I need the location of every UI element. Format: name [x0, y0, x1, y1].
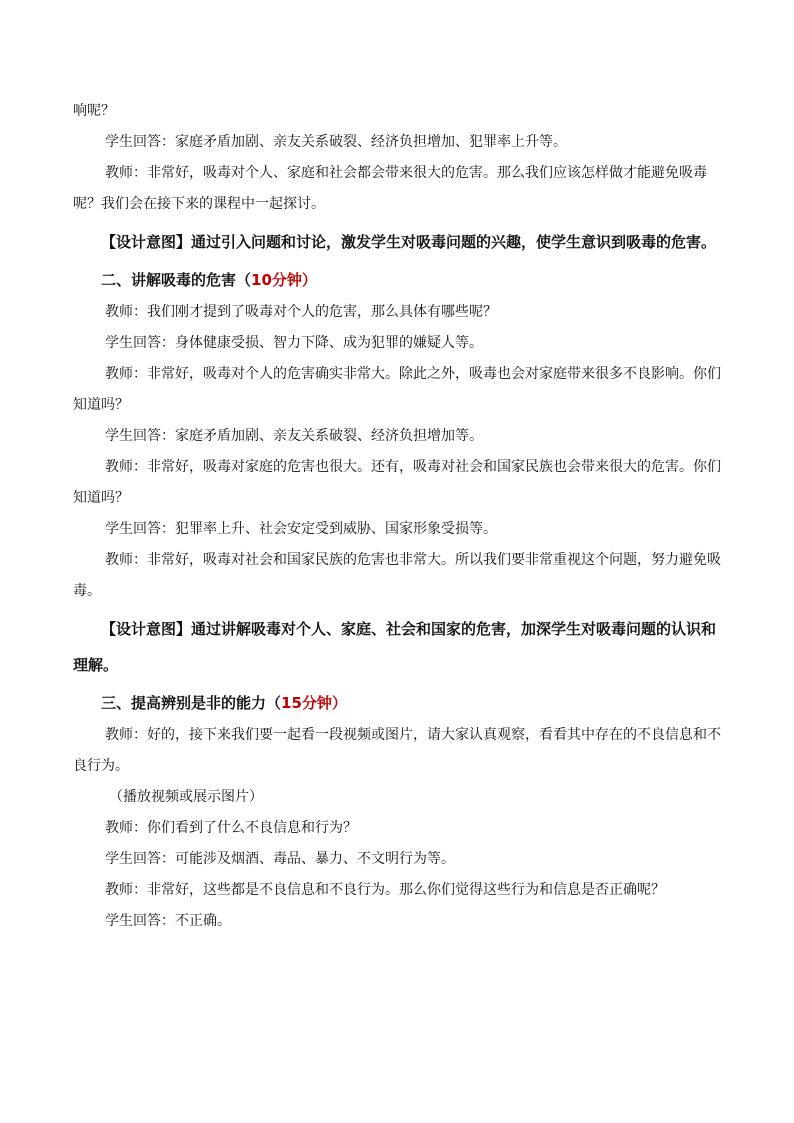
- dialogue-line: 教师：非常好，吸毒对社会和国家民族的危害也非常大。所以我们要非常重视这个问题，努力避免吸毒。: [73, 552, 721, 599]
- section-2-title: 二、讲解吸毒的危害（: [101, 271, 252, 289]
- dialogue-line: 学生回答：身体健康受损、智力下降、成为犯罪的嫌疑人等。: [105, 335, 483, 351]
- section-heading-3: [73, 687, 723, 720]
- section-heading-2: [73, 264, 723, 297]
- dialogue-line: 教师：好的，接下来我们要一起看一段视频或图片，请大家认真观察，看看其中存在的不良信息和不良行为。: [73, 727, 721, 774]
- dialogue-line-p1: 响呢？: [73, 103, 115, 119]
- dialogue-line: 学生回答：犯罪率上升、社会安定受到威胁、国家形象受损等。: [105, 521, 497, 537]
- dialogue-line: 教师：非常好，吸毒对家庭的危害也很大。还有，吸毒对社会和国家民族也会带来很大的危害。你们知道吗？: [73, 459, 721, 506]
- dialogue-line: 教师：我们刚才提到了吸毒对个人的危害，那么具体有哪些呢？: [105, 304, 497, 320]
- dialogue-line: 学生回答：家庭矛盾加剧、亲友关系破裂、经济负担增加等。: [105, 428, 483, 444]
- stage-direction: （播放视频或展示图片）: [109, 789, 263, 805]
- dialogue-line: 学生回答：可能涉及烟酒、毒品、暴力、不文明行为等。: [105, 851, 455, 867]
- dialogue-line-p2: 学生回答：家庭矛盾加剧、亲友关系破裂、经济负担增加、犯罪率上升等。: [105, 134, 567, 150]
- dialogue-line: 教师：非常好，吸毒对个人的危害确实非常大。除此之外，吸毒也会对家庭带来很多不良影响。你们知道吗？: [73, 366, 721, 413]
- section-3-title: 三、提高辨别是非的能力（: [101, 694, 282, 712]
- design-intent-2: 【设计意图】通过讲解吸毒对个人、家庭、社会和国家的危害，加深学生对吸毒问题的认识和理解。: [73, 620, 717, 674]
- section-2-duration: 10分钟: [251, 271, 302, 289]
- section-3-duration: 15分钟: [281, 694, 332, 712]
- dialogue-line: 教师：非常好，这些都是不良信息和不良行为。那么你们觉得这些行为和信息是否正确呢？: [105, 882, 665, 898]
- section-2-close: ）: [301, 271, 317, 289]
- dialogue-line: 教师：你们看到了什么不良信息和行为？: [105, 820, 357, 836]
- section-3-close: ）: [331, 694, 347, 712]
- dialogue-line-p3: 教师：非常好，吸毒对个人、家庭和社会都会带来很大的危害。那么我们应该怎样做才能避免吸毒呢？我们会在接下来的课程中一起探讨。: [73, 165, 707, 212]
- dialogue-line: 学生回答：不正确。: [105, 913, 231, 929]
- design-intent-1: 【设计意图】通过引入问题和讨论，激发学生对吸毒问题的兴趣，使学生意识到吸毒的危害。: [101, 233, 717, 251]
- document-page: [73, 96, 723, 937]
